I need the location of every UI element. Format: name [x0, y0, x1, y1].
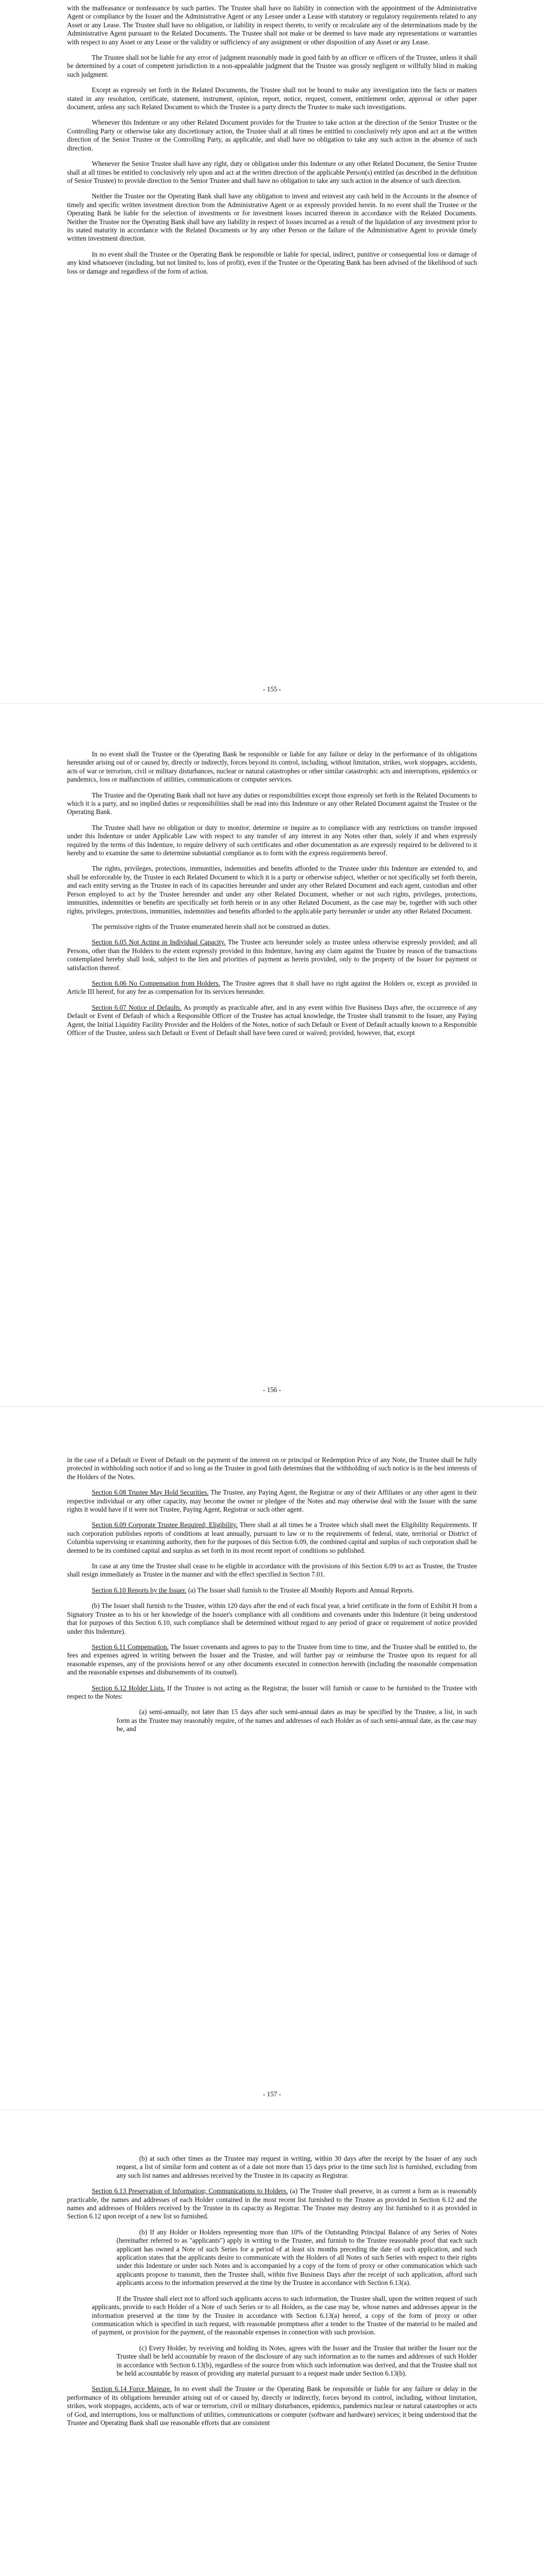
paragraph-text: in the case of a Default or Event of Default on the payment of the interest on or principal or Redemption Price of any Note, the Trustee shall be fully protected in withholding such notice if and so long as the Trustee in good faith determines that the withholding of such notice is in the best interests of the Holders of the Notes. [67, 1456, 477, 1481]
paragraph [67, 160, 477, 185]
paragraph [67, 865, 477, 915]
paragraph-text: As promptly as practicable after, and in any event within five Business Days after, the occurrence of any Default or Event of Default of which a Responsible Officer of the Trustee has actual knowledge, the Trustee shall transmit to the Issuer, any Paying Agent, the Initial Liquidity Facility Provider and the Holders of the Notes, notice of such Default or Event of Default actually known to a Responsible Officer of the Trustee, unless such Default or Event of Default shall have been cured or waived; provided, however, that, except [67, 1003, 477, 1037]
section-heading: Section 6.07 Notice of Defaults. [92, 1003, 182, 1011]
page-number: - 155 - [262, 685, 282, 693]
paragraph [67, 1004, 477, 1038]
paragraph-text: The permissive rights of the Trustee enumerated herein shall not be construed as duties. [92, 922, 331, 930]
page-body [67, 2155, 477, 2434]
section-heading: Section 6.14 Force Majeure. [92, 2385, 172, 2393]
paragraph [67, 1562, 477, 1579]
page-body [67, 1456, 477, 1741]
paragraph [67, 1684, 477, 1701]
page-body [67, 750, 477, 1044]
paragraph-text: (b) at such other times as the Trustee may request in writing, within 30 days after the receipt by the Issuer of any such request, a list of similar form and content as of a date not more than 15 days prior to the time such list is furnished, excluding from any such list names and addresses received by the Trustee in its capacity as Registrar. [117, 2155, 477, 2179]
paragraph-text: If the Trustee shall elect not to afford such applicants access to such information, the Trustee shall, upon the written request of such applicants, provide to each Holder of a Note of such Series or to all Holders, as the case may be, whose names and addresses appear in the information preserved at the time by the Trustee in accordance with Section 6.13(a) hereof, a copy of the form of proxy or other communication which is specified in such request, with reasonable promptness after a tender to the Trustee of the material to be mailed and of payment, or provision for the payment, of the reasonable expenses in connection with such provision. [92, 2294, 477, 2336]
paragraph-text: (a) The Trustee shall preserve, in as current a form as is reasonably practicable, the names and addresses of each Holder contained in the most recent list furnished to the Trustee as provided in Section 6.12 and the names and addresses of Holders received by the Trustee in its capacity as Registrar. The Trustee may destroy any list furnished to it as provided in Section 6.12 upon receipt of a new list so furnished. [67, 2187, 477, 2221]
paragraph-text: (c) Every Holder, by receiving and holding its Notes, agrees with the Issuer and the Trustee that neither the Issuer nor the Trustee shall be held accountable by reason of the disclosure of any such information as to the names and addresses of such Holder in accordance with Section 6.13(b), regardless of the source from which such information was derived, and that the Trustee shall not be held accountable by reason of providing any material pursuant to a request made under Section 6.13(b). [117, 2344, 477, 2377]
paragraph [67, 824, 477, 858]
paragraph [67, 1521, 477, 1555]
paragraph [67, 86, 477, 111]
paragraph-text: There shall at all times be a Trustee which shall meet the Eligibility Requirements. If such corporation publishes reports of conditions at least annually, pursuant to law or to the requirements of federal, state, territorial or District of Columbia supervising or examining authority, then for the purposes of this Section 6.09, the combined capital and surplus of such corporation shall be deemed to be its combined capital and surplus as set forth in its most recent report of conditions so published. [67, 1521, 477, 1554]
page-number: - 156 - [262, 1386, 282, 1394]
paragraph-text: If the Trustee is not acting as the Registrar, the Issuer will furnish or cause to be furnished to the Trustee with respect to the Notes: [67, 1684, 477, 1700]
section-heading: Section 6.09 Corporate Trustee Required; Eligibility. [92, 1521, 238, 1529]
paragraph-text: (a) The Issuer shall furnish to the Trustee all Monthly Reports and Annual Reports. [186, 1586, 414, 1594]
section-heading: Section 6.12 Holder Lists. [92, 1684, 165, 1692]
paragraph-text: The Trustee agrees that it shall have no right against the Holders or, except as provided in Article III hereof, for any fee as compensation for its services hereunder. [67, 979, 477, 996]
paragraph-text: with the malfeasance or nonfeasance by such parties. The Trustee shall have no liability in connection with the appointment of the Administrative Agent or compliance by the Issuer and the Administrative Agent or any Lessee under a Lease with statutory or regulatory requirements related to any Asset or any Lease. The Trustee shall have no obligation, or liability in respect thereto, to verify or recalculate any of the determinations made by the Administrative Agent pursuant to the Related Documents. The Trustee shall not make or be deemed to have made any representations or warranties with respect to any Asset or any Lease or the validity or sufficiency of any assignment or other disposition of any Asset or any Lease. [67, 4, 477, 46]
paragraph [67, 938, 477, 972]
paragraph [67, 250, 477, 276]
paragraph-text: (b) The Issuer shall furnish to the Trustee, within 120 days after the end of each fiscal year, a brief certificate in the form of Exhibit H from a Signatory Trustee as to his or her knowledge of the Issuer's compliance with all conditions and covenants under this Indenture (it being understood that for purposes of this Section 6.10, such compliance shall be determined without regard to any period of grace or requirement of notice provided under this Indenture). [67, 1602, 477, 1635]
paragraph [92, 2295, 477, 2337]
page-body [67, 4, 477, 283]
paragraph [67, 1643, 477, 1677]
paragraph-text: Except as expressly set forth in the Related Documents, the Trustee shall not be bound to make any investigation into the facts or matters stated in any resolution, certificate, statement, instrument, opinion, report, notice, request, consent, entitlement order, approval or other paper document, unless any such Related Document to which the Trustee is a party directs the Trustee to make such investigations. [67, 86, 477, 111]
paragraph-text: The Issuer covenants and agrees to pay to the Trustee from time to time, and the Trustee shall be entitled to, the fees and expenses agreed in writing between the Issuer and the Trustee, and will further pay or reimburse the Trustee upon its request for all reasonable expenses, any of the provisions hereof or any other documents executed in connection herewith (including the reasonable compensation and the reasonable expenses and disbursements of its counsel). [67, 1642, 477, 1676]
paragraph-text: In no event shall the Trustee or the Operating Bank be responsible or liable for special, indirect, punitive or consequential loss or damage of any kind whatsoever (including, but not limited to, loss of profit), even if the Trustee or the Operating Bank has been advised of the likelihood of such loss or damage and regardless of the form of action. [67, 250, 477, 275]
paragraph-text: The rights, privileges, protections, immunities, indemnities and benefits afforded to the Trustee under this Indenture are extended to, and shall be enforceable by, the Trustee in each Related Document to which it is a party or otherwise subject, whether or not specifically set forth therein, and each entity serving as the Trustee in each of its capacities hereunder and under any other Related Document and each agent, custodian and other Person employed to act by the Trustee hereunder and under any other Related Document, whether or not such rights, privileges, protections, immunities, indemnities or benefits are specifically set forth herein or in any other Related Document, as the case may be, together with such other rights, privileges, protections, immunities, indemnities and benefits afforded to the applicable party hereunder or under any other Related Document. [67, 865, 477, 915]
paragraph [117, 1708, 477, 1733]
paragraph [67, 192, 477, 243]
section-heading: Section 6.10 Reports by the Issuer. [92, 1586, 187, 1594]
paragraph [67, 4, 477, 46]
paragraph [117, 2228, 477, 2287]
section-heading: Section 6.08 Trustee May Hold Securities. [92, 1488, 209, 1497]
page-number: - 157 - [262, 2090, 282, 2098]
paragraph [67, 791, 477, 817]
paragraph [67, 1586, 477, 1595]
paragraph-text: The Trustee shall not be liable for any error of judgment reasonably made in good faith by an officer or officers of the Trustee, unless it shall be determined by a court of competent jurisdiction in a non-appealable judgment that the Trustee was grossly negligent or willfully blind in making such judgment. [67, 54, 477, 78]
document-page-157 [0, 1407, 544, 2110]
paragraph [67, 1488, 477, 1514]
paragraph [67, 2187, 477, 2221]
paragraph [67, 54, 477, 79]
paragraph [67, 923, 477, 931]
paragraph [67, 118, 477, 152]
paragraph [67, 2385, 477, 2427]
paragraph [67, 1602, 477, 1636]
paragraph-text: Whenever the Senior Trustee shall have any right, duty or obligation under this Indenture or any other Related Document, the Senior Trustee shall at all times be entitled to conclusively rely upon and act at the written direction of the applicable Person(s) entitled (as described in the definition of Senior Trustee) to provide direction to the Senior Trustee and shall have no obligation to take any such action in the absence of such direction. [67, 160, 477, 184]
paragraph [117, 2155, 477, 2180]
paragraph-text: In no event shall the Trustee or the Operating Bank be responsible or liable for any failure or delay in the performance of its obligations hereunder arising out of or caused by, directly or indirectly, forces beyond its control, including, without limitation, strikes, work stoppages, accidents, acts of war or terrorism, civil or military disturbances, nuclear or natural catastrophes or other similar catastrophic acts and interruptions, epidemics or pandemics, loss or malfunctions of utilities, communications or computer services. [67, 750, 477, 784]
paragraph [67, 979, 477, 996]
paragraph [117, 2344, 477, 2378]
paragraph-text: (a) semi-annually, not later than 15 days after such semi-annual dates as may be specified by the Trustee, a list, in such form as the Trustee may reasonably require, of the names and addresses of each Holder as of such semi-annual date, as the case may be, and [117, 1708, 477, 1733]
document-page-158 [0, 2110, 544, 2576]
paragraph-text: In no event shall the Trustee or the Operating Bank be responsible or liable for any failure or delay in the performance of its obligations hereunder arising out of or caused by, directly or indirectly, forces beyond its control, including, without limitation, strikes, work stoppages, accidents, acts of war or terrorism, civil or military disturbances, epidemics, pandemics nuclear or natural catastrophes or acts of God, and interruptions, loss or malfunctions of utilities, communications or computer (software and hardware) services; it being understood that the Trustee and Operating Bank shall use reasonable efforts that are consistent [67, 2385, 477, 2427]
paragraph-text: (b) If any Holder or Holders representing more than 10% of the Outstanding Principal Balance of any Series of Notes (hereinafter referred to as "applicants") apply in writing to the Trustee, and furnish to the Trustee reasonable proof that each such applicant has owned a Note of such Series for a period of at least six months preceding the date of such application, and such application states that the applicants desire to communicate with the Holders of all Notes of such Series with respect to their rights under this Indenture or under such Notes and is accompanied by a copy of the form of proxy or other communication which such applicants propose to transmit, then the Trustee shall, within five Business Days after the receipt of such application, afford such applicants access to the information preserved at the time by the Trustee in accordance with Section 6.13(a). [117, 2228, 477, 2287]
paragraph-text: Whenever this Indenture or any other Related Document provides for the Trustee to take action at the direction of the Senior Trustee or the Controlling Party or otherwise take any discretionary action, the Trustee shall at all times be entitled to conclusively rely upon and act at the written direction of the Senior Trustee or the Controlling Party, as applicable, and shall have no obligation to take any such action in the absence of such direction. [67, 118, 477, 152]
paragraph-text: The Trustee shall have no obligation or duty to monitor, determine or inquire as to compliance with any restrictions on transfer imposed under this Indenture or under Applicable Law with respect to any transfer of any interest in any Notes other than, solely if and when expressly required by the terms of this Indenture, to require delivery of such certificates and other documentation as are expressly required to be delivered to it hereby and to examine the same to determine substantial compliance as to form with the express requirements hereof. [67, 823, 477, 857]
document-page-155 [0, 0, 544, 703]
section-heading: Section 6.13 Preservation of Information; Communications to Holders. [92, 2187, 288, 2195]
paragraph-text: Neither the Trustee nor the Operating Bank shall have any obligation to invest and reinvest any cash held in the Accounts in the absence of timely and specific written investment direction from the Administrative Agent or as expressly provided herein. In no event shall the Trustee or the Operating Bank be liable for the selection of investments or for investment losses incurred thereon in accordance with the Related Documents. Neither the Trustee nor the Operating Bank shall have any liability in respect of losses incurred as a result of the liquidation of any investment prior to its stated maturity in accordance with the Related Documents or by any other Person or the failure of the Administrative Agent to provide timely written investment direction. [67, 192, 477, 243]
section-heading: Section 6.06 No Compensation from Holders. [92, 979, 220, 987]
paragraph [67, 750, 477, 784]
paragraph-text: In case at any time the Trustee shall cease to be eligible in accordance with the provisions of this Section 6.09 to act as Trustee, the Trustee shall resign immediately as Trustee in the manner and with the effect specified in Section 7.01. [67, 1562, 477, 1579]
section-heading: Section 6.05 Not Acting in Individual Capacity. [92, 938, 226, 946]
paragraph-text: The Trustee, any Paying Agent, the Registrar or any of their Affiliates or any other agent in their respective individual or any other capacity, may become the owner or pledgee of the Notes and may otherwise deal with the Issuer with the same rights it would have if it were not Trustee, Paying Agent, Registrar or such other agent. [67, 1488, 477, 1514]
paragraph [67, 1456, 477, 1481]
paragraph-text: The Trustee acts hereunder solely as trustee unless otherwise expressly provided; and all Persons, other than the Holders to the extent expressly provided in this Indenture, having any claim against the Trustee by reason of the transactions contemplated hereby shall look, subject to the lien and priorities of payment as herein provided, only to the property of the Issuer for payment or satisfaction thereof. [67, 938, 477, 972]
section-heading: Section 6.11 Compensation. [92, 1642, 169, 1651]
document-page-156 [0, 704, 544, 1406]
paragraph-text: The Trustee and the Operating Bank shall not have any duties or responsibilities except those expressly set forth in the Related Documents to which it is a party, and no implied duties or responsibilities shall be read into this Indenture or any other Related Document against the Trustee or the Operating Bank. [67, 791, 477, 816]
